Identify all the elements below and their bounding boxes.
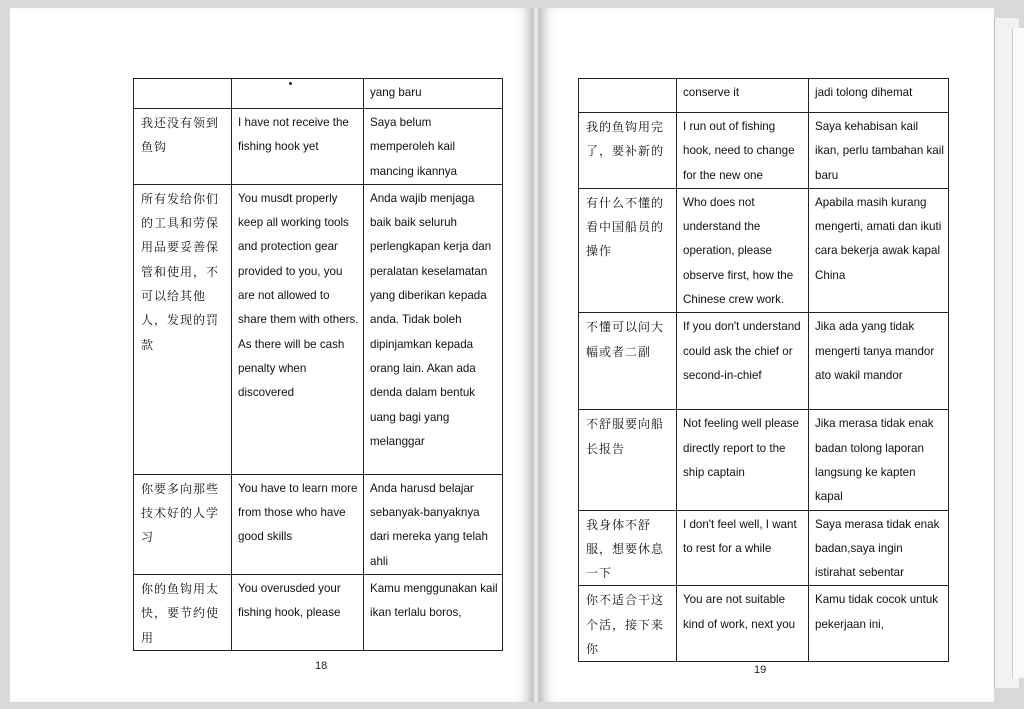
english-cell: Not feeling well please directly report to the ship captain [677,410,809,510]
chinese-cell: 你不适合干这个活，接下来你 [579,586,677,662]
chinese-cell: 不舒服要向船长报告 [579,410,677,510]
table-row [134,184,503,474]
table-row [579,188,949,312]
english-cell [232,79,364,109]
chinese-cell: 有什么不懂的看中国船员的操作 [579,188,677,312]
english-cell: If you don't understand could ask the chief or second-in-chief [677,313,809,410]
english-cell: You have to learn more from those who have good skills [232,474,364,574]
right-page [540,8,994,702]
indonesian-cell: Saya kehabisan kail ikan, perlu tambahan kail baru [809,113,949,189]
indonesian-cell: Apabila masih kurang mengerti, amati dan ikuti cara bekerja awak kapal China [809,188,949,312]
table-row [579,113,949,189]
book-spine [532,8,540,702]
page-edge-back [1012,28,1024,678]
table-row [579,79,949,113]
chinese-cell: 我身体不舒服，想要休息一下 [579,510,677,586]
chinese-cell [134,79,232,109]
indonesian-cell: jadi tolong dihemat [809,79,949,113]
table-row [579,510,949,586]
left-page [10,8,532,702]
english-cell: I run out of fishing hook, need to change for the new one [677,113,809,189]
table-row [134,109,503,185]
table-row [134,79,503,109]
english-cell: conserve it [677,79,809,113]
english-cell: You musdt properly keep all working tools and protection gear provided to you, you are not allowed to share them with others. As there will be cash penalty when discovered [232,184,364,474]
table-row [579,410,949,510]
indonesian-cell: Anda wajib menjaga baik baik seluruh perlengkapan kerja dan peralatan keselamatan yang diberikan kepada anda. Tidak boleh dipinjamkan kepada orang lain. Akan ada denda dalam bentuk uang bagi yang melanggar [364,184,503,474]
table-row [134,474,503,574]
english-cell: I have not receive the fishing hook yet [232,109,364,185]
chinese-cell: 所有发给你们的工具和劳保用品要妥善保管和使用，不可以给其他人，发现的罚款 [134,184,232,474]
indonesian-cell: Kamu tidak cocok untuk pekerjaan ini, [809,586,949,662]
chinese-cell [579,79,677,113]
page-number: 19 [754,664,767,676]
indonesian-cell: Jika ada yang tidak mengerti tanya mandor ato wakil mandor [809,313,949,410]
chinese-cell: 不懂可以问大幅或者二副 [579,313,677,410]
phrase-table-left [133,78,503,651]
english-cell: You are not suitable kind of work, next you [677,586,809,662]
page-number: 18 [315,660,328,672]
indonesian-cell: Kamu menggunakan kail ikan terlalu boros, [364,575,503,651]
table-row [579,586,949,662]
indonesian-cell: Saya belum memperoleh kail mancing ikannya [364,109,503,185]
table-row [579,313,949,410]
indonesian-cell: Saya merasa tidak enak badan,saya ingin istirahat sebentar [809,510,949,586]
chinese-cell: 我还没有领到鱼钩 [134,109,232,185]
chinese-cell: 我的鱼钩用完了，要补新的 [579,113,677,189]
indonesian-cell: Jika merasa tidak enak badan tolong laporan langsung ke kapten kapal [809,410,949,510]
english-cell: I don't feel well, I want to rest for a while [677,510,809,586]
chinese-cell: 你的鱼钩用太快，要节约使用 [134,575,232,651]
english-cell: Who does not understand the operation, please observe first, how the Chinese crew work. [677,188,809,312]
table-row [134,575,503,651]
indonesian-cell: yang baru [364,79,503,109]
chinese-cell: 你要多向那些技术好的人学习 [134,474,232,574]
english-cell: You overusded your fishing hook, please [232,575,364,651]
phrase-table-right [578,78,949,662]
indonesian-cell: Anda harusd belajar sebanyak-banyaknya dari mereka yang telah ahli [364,474,503,574]
